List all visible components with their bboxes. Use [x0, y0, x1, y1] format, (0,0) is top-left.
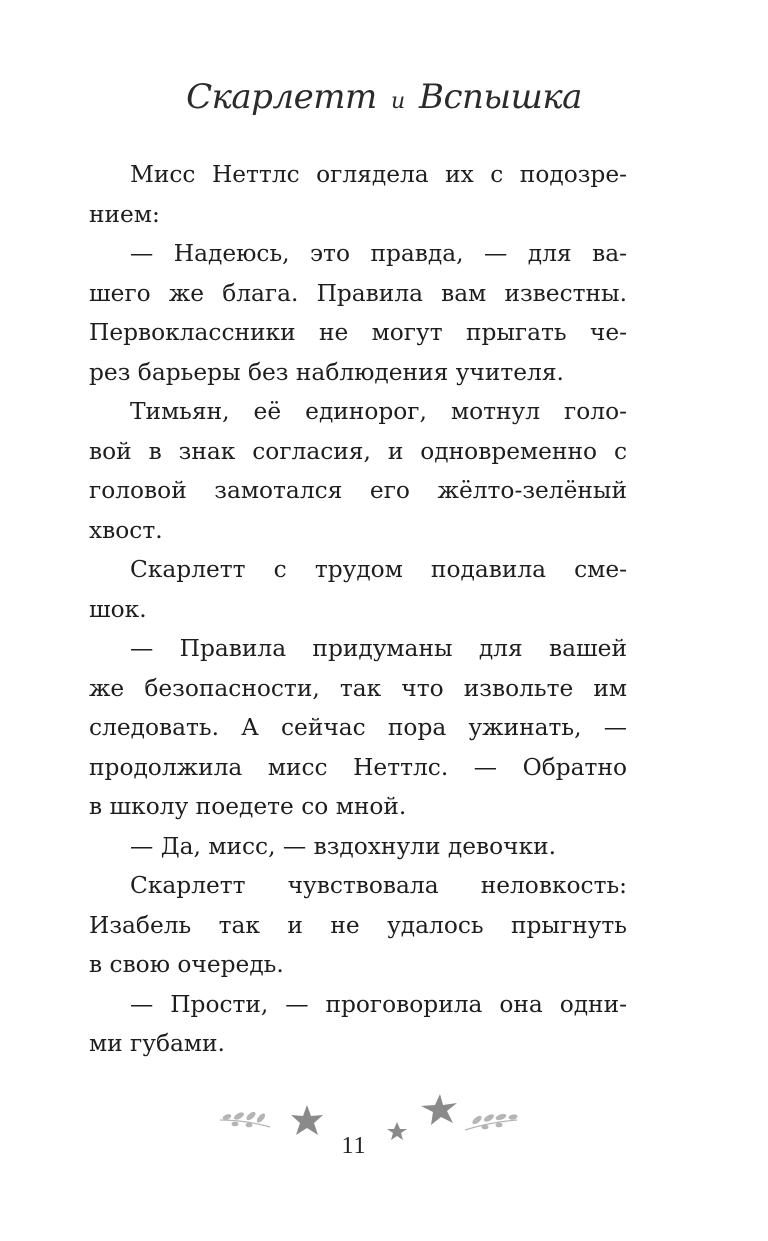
- leaf-sprig-left-icon: [220, 1111, 270, 1127]
- page-body-text: [89, 155, 627, 1064]
- text-line: Первоклассники не могут прыгать че-: [89, 319, 627, 346]
- text-line: же безопасности, так что извольте им: [89, 674, 627, 702]
- text-line: ми губами.: [89, 1030, 225, 1057]
- running-head: [0, 72, 768, 127]
- text-line: — Правила придуманы для вашей: [130, 635, 627, 662]
- text-line: — Прости, — проговорила она одни-: [130, 990, 627, 1018]
- text-line: — Надеюсь, это правда, — для ва-: [130, 240, 627, 267]
- text-line: головой замотался его жёлто-зелёный: [89, 477, 627, 504]
- running-head-conjunction: и: [391, 89, 405, 114]
- running-head-title-part2: Вспышка: [419, 77, 582, 117]
- text-line: Скарлетт с трудом подавила сме-: [130, 556, 627, 583]
- text-line: Мисс Неттлс оглядела их с подозре-: [130, 161, 627, 188]
- running-head-title-part1: Скарлетт: [186, 77, 377, 117]
- text-line: продолжила мисс Неттлс. — Обратно: [89, 753, 627, 781]
- star-large-right-icon: [421, 1094, 457, 1125]
- text-line: Тимьян, её единорог, мотнул голо-: [130, 398, 627, 425]
- decorative-ornament: [215, 1080, 525, 1140]
- text-line: шего же блага. Правила вам известны.: [89, 279, 627, 307]
- text-line: — Да, мисс, — вздохнули девочки.: [130, 832, 557, 860]
- text-line: в школу поедете со мной.: [89, 793, 407, 820]
- text-line: вой в знак согласия, и одновременно с: [89, 437, 627, 465]
- text-line: нием:: [89, 200, 160, 228]
- text-line: шок.: [89, 595, 147, 623]
- text-line: Скарлетт чувствовала неловкость:: [130, 872, 627, 899]
- page-number: 11: [341, 1133, 367, 1159]
- text-line: следовать. А сейчас пора ужинать, —: [89, 714, 627, 741]
- leaf-sprig-right-icon: [465, 1113, 517, 1130]
- text-line: в свою очередь.: [89, 951, 284, 978]
- text-line: рез барьеры без наблюдения учителя.: [89, 358, 564, 386]
- star-large-left-icon: [291, 1105, 323, 1135]
- text-line: Изабель так и не удалось прыгнуть: [89, 911, 627, 939]
- text-line: хвост.: [89, 516, 163, 544]
